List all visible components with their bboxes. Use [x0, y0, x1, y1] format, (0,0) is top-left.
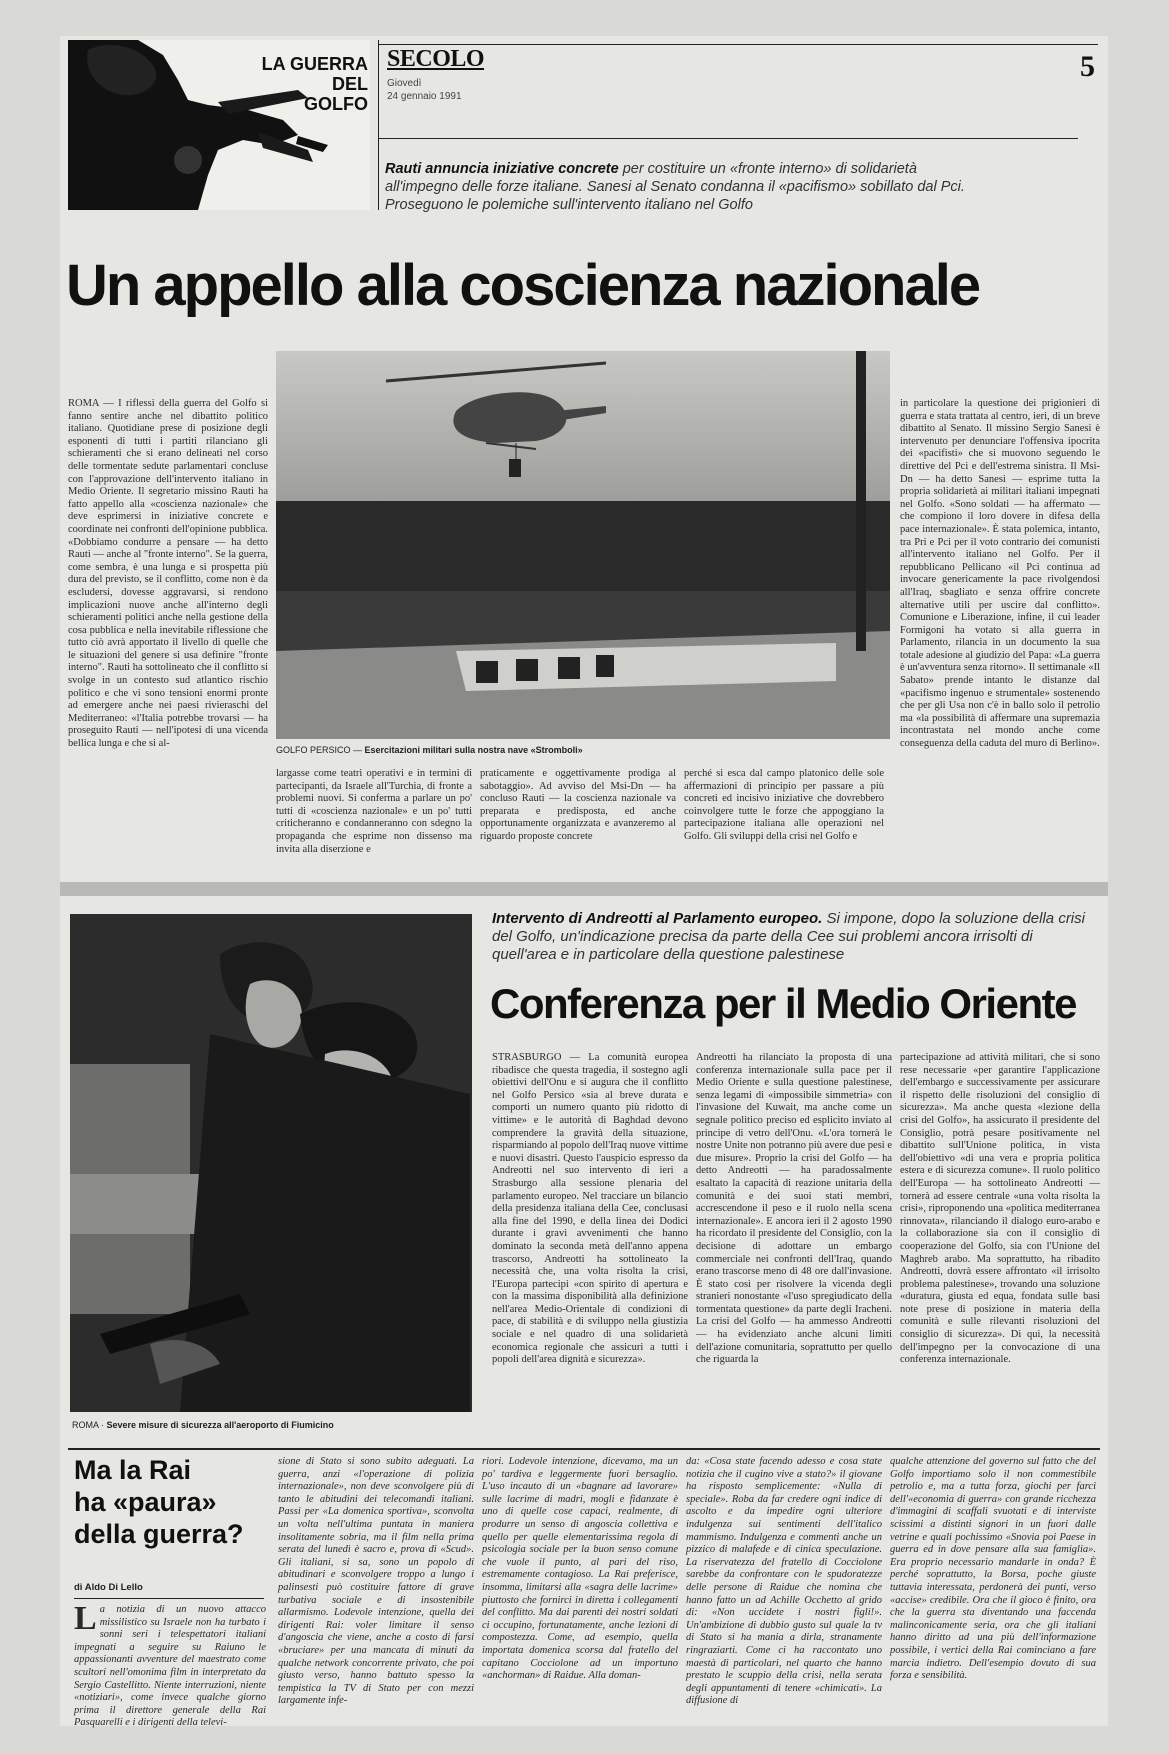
article3-headline: Ma la Rai ha «paura» della guerra?	[74, 1455, 244, 1549]
soldiers-photo	[70, 914, 472, 1412]
article2-caption-label: ROMA	[72, 1420, 99, 1430]
article2-column-3: partecipazione ad attività militari, che si sono rese necessarie «per garantire l'applicazione dell'embargo e successivamente per assicurare il rispetto delle risoluzioni del consiglio di sicurezza». Ma anche questa «lezione della crisi del Golfo», ha assicurato il presidente del Consiglio, potrà pesare positivamente nel dibattito sull'Unione politica, in vista dell'obiettivo «di una vera e propria politica estera e di sicurezza comune». Il ruolo politico dell'Europa — ha sottolineato Andreotti — tornerà ad essere centrale «una volta risolta la crisi», riproponendo una «politica mediterranea rinnovata», rilanciando il dialogo euro-arabo e la collaborazione sia con il consiglio di cooperazione del Golfo, sia con l'Unione del Maghreb arabo. Ma soprattutto, ha ribadito Andreotti, dovrà essere affrontato «il irrisolto problema palestinese», trovando una soluzione «duratura, giusta ed equa, fondata sulle basi note prese di posizione in materia della comunità e sulle rilevanti risoluzioni del consiglio di sicurezza». Di qui, la necessità dell'impegno per la convocazione di una conferenza internazionale.	[900, 1052, 1100, 1366]
article2-caption-text: Severe misure di sicurezza all'aeroporto di Fiumicino	[106, 1420, 334, 1430]
article1-photo-caption: GOLFO PERSICO — Esercitazioni militari sulla nostra nave «Stromboli»	[276, 745, 583, 755]
article2-deck-lead: Intervento di Andreotti al Parlamento europeo.	[492, 910, 823, 927]
article3-column-1	[74, 1600, 266, 1729]
article3-column-5: qualche attenzione del governo sul fatto che del Golfo importiamo solo il non commestibile petrolio e, ma a tutta forza, giochi per farci dell'«economia di guerra» con grande ricchezza d'immagini di scaffali svuotati e di interviste scissimi a distinti signori in un fuori dalle vetrine e quali pochissimo «Snovia poi Paese in guerra ed in dove pensare alla sua famiglia». Era proprio necessario mandarle in onda? È perché soprattutto, la Borsa, poche giuste tuttavia interessata, perdonerà dei punti, verso «accise» credibile. Ora che il gioco è finito, ora che la guerra sta diventando una faccenda malinconicamente seria, ora che gli italiani hanno diritto ad una più dell'informazione possibile, i vertici della Rai cominciano a fare marcia indietro. Dell'esempio dovuto di sua forza e sensibilità.	[890, 1456, 1096, 1682]
article1-caption-text: Esercitazioni militari sulla nostra nave «Stromboli»	[364, 745, 583, 755]
paper-name: SECOLO	[387, 46, 485, 72]
article1-deck	[385, 160, 985, 214]
article3-column-4: da: «Cosa state facendo adesso e cosa state notizia che il cugino vive a stato?» il giovane ha risposto semplicemente: «Nulla di speciale». Roba da far credere ogni indice di ascolto e da impedire ogni ulteriore indulgenza sui sentimenti dell'italico mammismo. Indulgenza e commenti anche un pizzico di malafede e di cinica speculazione. La riservatezza del fratello di Cocciolone sarebbe da confrontare con le spudoratezze delle persone di Raidue che nomina che hanno fatto un ad Achille Occhetto al grido di: «Non uccidete i nostri figli!». Un'ambizione di dubbio gusto sul quale la tv di Stato si ha mania a dirla, stranamente ringraziarti. Come ci ha raccontato uno maestà di particolari, nel quarto che hanno prestato le scuppio della crisi, nella serata degli appuntamenti di tenere «chimicati». La diffusione di	[686, 1456, 882, 1707]
issue-date: 24 gennaio 1991	[387, 91, 462, 102]
article1-column-1: ROMA — I riflessi della guerra del Golfo si fanno sentire anche nel dibattito politico italiano. Quotidiane prese di posizione degli esponenti di tutti i partiti rilanciano gli schieramenti che si erano delineati nel corso delle tormentate sedute parlamentari concluse con l'approvazione dell'intervento italiano in Medio Oriente. Il segretario missino Rauti ha fatto appello alla «coscienza nazionale» che deve esprimersi in iniziative concrete e coordinate nei confronti dell'opinione pubblica. «Dobbiamo condurre a pensare — ha detto Rauti — anche al "fronte interno". Se la guerra, come sembra, è una lunga e si prospetta più dura del previsto, se il conflitto, come non è da escludersi, dovesse aggravarsi, si rendono implicazioni nuove anche all'interno degli schieramenti politici anche nella gestione della cosa pubblica e nella inevitabile riflessione che tutto ciò avrà apportato il livello di quelle che le situazioni del genere si usa definire "fronte interno". Rauti ha sottolineato che il conflitto si svolge in un contesto sud atlantico rischio politico e che vi sono tensioni enormi pronte ad emergere anche nei paesi rivieraschi del Mediterraneo: «l'Italia potrebbe trovarsi — ha proseguito Rauti — nell'ipotesi di una vicenda bellica lunga e che si al-	[68, 398, 268, 750]
article1-column-2: largasse come teatri operativi e in termini di partecipanti, da Israele all'Turchia, di fronte a problemi nuovi. Si conferma a parlare un po' tutti di «coscienza nazionale» e un po' tutti criticheranno e condanneranno con sdegno la propaganda che esprime non dissenso ma invita alla diserzione e	[276, 768, 472, 855]
helicopter-ship-scene-icon	[276, 351, 890, 739]
article3-column-3: riori. Lodevole intenzione, dicevamo, ma un po' tardiva e leggermente fuori bersaglio. L'uso incauto di un «bagnare ad lavorare» sulle lacrime di madri, mogli e fidanzate è uno di quelle cose capaci, realmente, di produrre un senso di angoscia collettiva e quello per quelle elementarissima regola di psicologia sociale per la buon senso comune che vuole il punto, al pari del riso, estremamente contagioso. La Rai preferisce, insomma, limitarsi alla «sagra delle lacrime» piuttosto che fornirci in diretta i collegamenti del conflitto. Ma dai parenti dei nostri soldati ci occupino, fortunatamente, anche lezioni di compostezza. Come, ad esempio, quella importata domenica scorsa dal fratello del capitano Cocciolone ad un importuno «anchorman» di Raidue. Alla doman-	[482, 1456, 678, 1682]
article2-deck-rest: Si impone, dopo la soluzione della crisi del Golfo, un'indicazione precisa da parte della Cee sui problemi ancora irrisolti di quell'area e in particolare della questione palestinese	[492, 910, 1085, 963]
article1-deck-rest: per costituire un «fronte interno» di solidarietà all'impegno delle forze italiane. Sanesi al Senato condanna il «pacifismo» sobillato dal Pci. Proseguono le polemiche sull'intervento italiano nel Golfo	[385, 161, 965, 213]
article2-deck	[492, 910, 1092, 964]
section-title: LA GUERRA DEL GOLFO	[261, 54, 368, 114]
helicopter-photo	[276, 351, 890, 739]
article1-frame-top	[378, 138, 1078, 139]
article2-column-2: Andreotti ha rilanciato la proposta di una conferenza internazionale sulla pace per il Medio Oriente e sulla questione palestinese, senza legami di «impossibile simmetria» con l'invasione del Kuwait, ma anche come un segnale politico preciso ed esplicito inviato al principe di vetro dell'Onu. «L'ora tornerà le nostre Unite non potranno più avere due pesi e due misure». Proprio la crisi del Golfo — ha detto Andreotti — ha paradossalmente esaltato la capacità di reazione unitaria della comunità e dei suoi stati membri, accrescendone il peso e il ruolo nella scena internazionale». E ancora ieri il 2 agosto 1990 ha ricordato il presidente del Consiglio, con la decisione di adottare un embargo commerciale nei confronti dell'Iraq, quando erano trascorse meno di 48 ore dall'invasione. È stato così per risolvere la vicenda degli stranieri nonostante «l'uso spregiudicato della tormentata questione» da parte degli Iracheni. La crisi del Golfo — ha ammesso Andreotti — ha evidenziato anche alcuni limiti dell'azione comunitaria, soprattutto per quello che riguarda la	[696, 1052, 892, 1366]
article3-byline-rule	[74, 1598, 264, 1599]
article2-headline: Conferenza per il Medio Oriente	[490, 980, 1076, 1027]
page-number: 5	[1080, 50, 1095, 83]
newspaper-page	[60, 36, 1108, 1729]
article3-top-rule	[68, 1448, 1100, 1450]
soldiers-airport-scene-icon	[70, 914, 472, 1412]
top-rule	[378, 44, 1098, 45]
article1-column-4: perché si esca dal campo platonico delle sole affermazioni di principio per passare a più concreti ed incisivo iniziative che dovrebbero coinvolgere tutte le forze che appoggiano la partecipazione italiana alle operazioni nel Golfo. Gli sviluppi della crisi nel Golfo e	[684, 768, 884, 842]
article3-column-2: sione di Stato si sono subito adeguati. La guerra, anzi «l'operazione di polizia internazionale», non deve sconvolgere più di tanto le abitudini dei telecomandi italiani. Passi per «La domenica sportiva», sconvolta un volta nell'ultima puntata in maniera insolitamente sobria, ma il film nella prima serata del lunedì è sacro e, prova di «Scud». Gli italiani, si sa, sono un popolo di abitudinari e sconvolgere troppo a lungo i palinsesti può costituire fattore di grave turbativa sociale e di insostenibile allarmismo. Lodevole intenzione, quella dei dirigenti Rai: voler limitare il senso d'angoscia che viene, anche a costo di farsi «bruciare» per una mancata di minuti da qualche network concorrente privato, che poi giusto verso, hanno battuto spesso la tempistica la TV di Stato per con mezzi largamente infe-	[278, 1456, 474, 1707]
section-divider-band	[60, 882, 1108, 896]
issue-day: Giovedì	[387, 78, 422, 89]
article2-column-1: STRASBURGO — La comunità europea ribadisce che questa tragedia, il sostegno agli obiettivi dell'Onu e si augura che il conflitto nel Golfo Persico «sia al breve durata e comporti un numero quanto più ridotto di vittime» e le autorità di Baghdad devono comprendere la gravità della situazione, risparmiando al popolo dell'Iraq nuove vittime e nuovi disastri. Questo l'auspicio espresso da Andreotti nel suo intervento di ieri a Strasburgo alla sessione plenaria del parlamento europeo. Nel tracciare un bilancio della presidenza italiana della Cee, conclusasi alla fine del 1990, e della linea dei Dodici durante i gravi avvenimenti che hanno dominato la seconda metà dell'anno appena trascorso, Andreotti ha sottolineato la necessità che, una volta risolta la crisi, l'Europa partecipi «con spirito di apertura e con la massima disponibilità alla definizione nell'area Medio-Orientale di condizioni di pace, di stabilità e di sviluppo nella giustizia sociale e nel quadro di una solidarietà economica regionale che assicuri a tutti i popoli dell'area dignità e sicurezza».	[492, 1052, 688, 1366]
article1-deck-lead: Rauti annuncia iniziative concrete	[385, 161, 619, 177]
article1-headline: Un appello alla coscienza nazionale	[66, 253, 980, 318]
masthead-divider	[378, 40, 379, 210]
article3-column-1-text: a notizia di un nuovo attacco missilistico su Israele non ha turbato i sonni seri i telespettatori italiani impegnati a seguire su Raiuno le appassionanti avventure del maestrato come scultori nell'omonima film in interpretato da Sergio Castellitto. Niente interruzioni, niente «notiziari», come invece qualche giorno prima il direttore generale della Rai Pasquarelli e i dirigenti della televi-	[74, 1604, 266, 1729]
article1-column-5: in particolare la questione dei prigionieri di guerra e stata trattata al centro, ieri, di un breve dibattito al Senato. Il missino Sergio Sanesi è intervenuto per denunciare l'offensiva ipocrita dei «pacifisti» che si muovono seguendo le direttive del Pci e dell'estrema sinistra. Il Msi-Dn — ha detto Sanesi — esprime tutta la propria solidarietà ai militari italiani impegnati nel Golfo. «Sono soldati — ha affermato — che compiono il loro dovere in difesa della pace internazionale». È stata polemica, intanto, tra Pri e Pci per il voto contrario dei comunisti all'intervento italiano nel Golfo. Per il repubblicano Pellicano «il Pci continua ad invocare genericamente la pace rivolgendosi all'Iraq, sbagliato e senza offrire concrete alternative utili per uscire dal conflitto». Comunione e Liberazione, infine, il cui leader Formigoni ha votato sì alla guerra in Parlamento, rilancia in un documento la sua totale adesione al giudizio del Papa: «La guerra è un'avventura senza ritorno». Il settimanale «Il Sabato» prende intanto le distanze dal «pacifismo ingenuo e strumentale» sostenendo che per gli Usa non c'è in ballo solo il petrolio ma «la possibilità di affermare una supremazia incontrastata nel mondo anche come conseguenza della caduta del muro di Berlino».	[900, 398, 1100, 750]
article3-byline: di Aldo Di Lello	[74, 1582, 143, 1593]
article2-photo-caption: ROMA · Severe misure di sicurezza all'aeroporto di Fiumicino	[72, 1420, 334, 1430]
article1-caption-label: GOLFO PERSICO	[276, 745, 351, 755]
article3-drop-cap: L	[74, 1600, 97, 1637]
article1-column-3: praticamente e oggettivamente prodiga al sabotaggio». Ad avviso del Msi-Dn — ha concluso Rauti — la coscienza nazionale va preparata e predisposta, ed anche opportunamente organizzata e avanzeremo al riguardo proposte concrete	[480, 768, 676, 842]
